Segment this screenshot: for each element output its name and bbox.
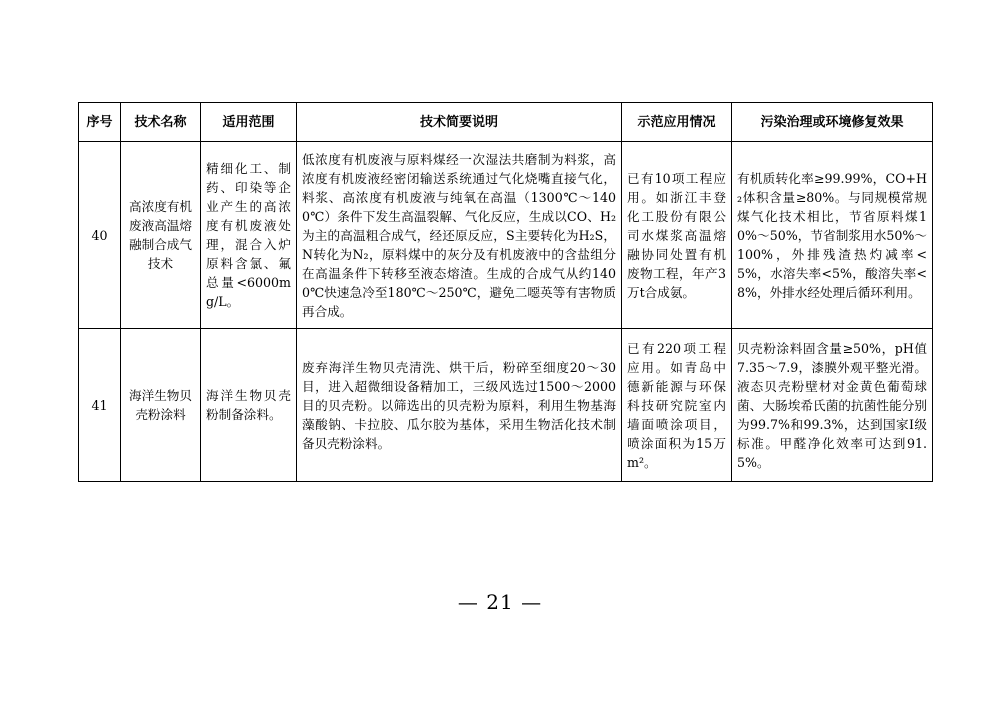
row-demonstration: 已有220项工程应用。如青岛中德新能源与环保科技研究院室内墙面喷涂项目，喷涂面积为15万m²。 — [622, 329, 732, 482]
table-row — [79, 142, 933, 329]
row-technology-name: 海洋生物贝壳粉涂料 — [121, 329, 201, 482]
row-demonstration: 已有10项工程应用。如浙江丰登化工股份有限公司水煤浆高温熔融协同处置有机废物工程，年产3万t合成氨。 — [622, 142, 732, 329]
header-technology-name: 技术名称 — [121, 103, 201, 142]
row-description: 低浓度有机废液与原料煤经一次湿法共磨制为料浆，高浓度有机废液经密闭输送系统通过气化烧嘴直接气化，料浆、高浓度有机废液与纯氧在高温（1300℃～1400℃）条件下发生高温裂解、气化反应，生成以CO、H₂为主的高温粗合成气，经还原反应，S主要转化为H₂S，N转化为N₂，原料煤中的灰分及有机废液中的含盐组分在高温条件下转移至液态熔渣。生成的合成气从约1400℃快速急冷至180℃～250℃，避免二噁英等有害物质再合成。 — [297, 142, 622, 329]
header-demonstration: 示范应用情况 — [622, 103, 732, 142]
row-description: 废弃海洋生物贝壳清洗、烘干后，粉碎至细度20～30目，进入超微细设备精加工，三级风选过1500～2000目的贝壳粉。以筛选出的贝壳粉为原料，利用生物基海藻酸钠、卡拉胶、瓜尔胶为基体，采用生物活化技术制备贝壳粉涂料。 — [297, 329, 622, 482]
row-serial-number: 41 — [79, 329, 121, 482]
header-effect: 污染治理或环境修复效果 — [732, 103, 933, 142]
row-effect: 有机质转化率≥99.99%，CO+H₂体积含量≥80%。与同规模常规煤气化技术相比，节省原料煤10%～50%，节省制浆用水50%～100%，外排残渣热灼减率<5%，水溶失率<5%，酸溶失率<8%，外排水经处理后循环利用。 — [732, 142, 933, 329]
header-serial-number: 序号 — [79, 103, 121, 142]
table-header-row — [79, 103, 933, 142]
row-serial-number: 40 — [79, 142, 121, 329]
row-scope: 海洋生物贝壳粉制备涂料。 — [201, 329, 297, 482]
row-effect: 贝壳粉涂料固含量≥50%，pH值7.35～7.9，漆膜外观平整光滑。液态贝壳粉壁材对金黄色葡萄球菌、大肠埃希氏菌的抗菌性能分别为99.7%和99.3%，达到国家I级标准。甲醛净化效率可达到91.5%。 — [732, 329, 933, 482]
header-description: 技术简要说明 — [297, 103, 622, 142]
header-scope: 适用范围 — [201, 103, 297, 142]
row-technology-name: 高浓度有机废液高温熔融制合成气技术 — [121, 142, 201, 329]
technology-table — [78, 102, 933, 482]
row-scope: 精细化工、制药、印染等企业产生的高浓度有机废液处理，混合入炉原料含氯、氟总量<6000mg/L。 — [201, 142, 297, 329]
page-number: — 21 — — [457, 590, 543, 614]
table-row — [79, 329, 933, 482]
